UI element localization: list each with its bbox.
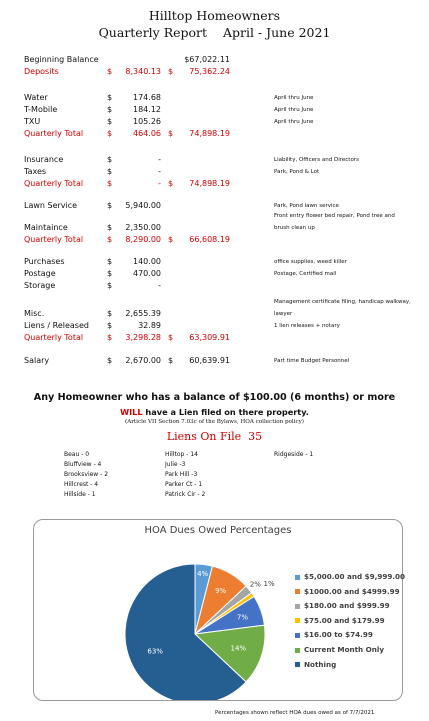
ledger-row [0, 222, 429, 234]
row-label: Postage [24, 269, 56, 278]
legend-label: $75.00 and $179.99 [304, 615, 385, 625]
legend-label: $5,000.00 and $9,999.00 [304, 572, 406, 581]
row-label: TXU [24, 117, 41, 126]
chart-title: HOA Dues Owed Percentages [144, 525, 292, 536]
legend-entry [295, 660, 336, 669]
ledger-row [0, 166, 429, 178]
dollar-sign: $ [107, 333, 113, 342]
liens-on-file-label: Liens On File [166, 430, 242, 443]
row-note: 1 lien releases + notary [274, 323, 340, 329]
lien-entry: Ridgeside - 1 [274, 451, 314, 458]
lien-entry: Hillcrest - 4 [64, 481, 99, 488]
lien-policy-headline: Any Homeowner who has a balance of $100.00 (6 months) or more [33, 392, 396, 403]
legend-entry [295, 630, 373, 639]
legend-label: Nothing [304, 659, 337, 669]
dollar-sign: $ [107, 321, 113, 330]
row-note: office supplies, weed killer [274, 259, 347, 265]
row-note: Part time Budget Personnel [274, 358, 350, 364]
amount: 140.00 [133, 257, 161, 266]
lien-entry: Julie -3 [165, 461, 186, 468]
legend-entry [295, 645, 384, 654]
legend-swatch [295, 589, 300, 594]
row-label: Insurance [24, 155, 64, 164]
dollar-sign: $ [107, 129, 113, 138]
dollar-sign: $ [107, 93, 113, 102]
row-label: Storage [24, 281, 56, 290]
dollar-sign: $ [107, 281, 113, 290]
amount: 5,940.00 [125, 201, 161, 210]
dollar-sign: $ [107, 309, 113, 318]
ledger-row [0, 296, 429, 308]
row-note: Liability, Officers and Directors [274, 157, 359, 163]
legend-label: $180.00 and $999.99 [304, 601, 390, 611]
ledger-row [0, 116, 429, 128]
dollar-sign: $ [107, 257, 113, 266]
amount: - [158, 167, 161, 176]
row-label: Purchases [24, 257, 65, 266]
lien-entry: Bluffview - 4 [64, 461, 102, 468]
row-label: Quarterly Total [24, 129, 84, 138]
dollar-sign: $ [107, 179, 113, 188]
dollar-sign: $ [107, 105, 113, 114]
lien-entry: Park Hill -3 [165, 471, 198, 478]
ledger-row [0, 92, 429, 104]
amount: 105.26 [133, 117, 161, 126]
amount: 32.89 [138, 321, 161, 330]
report-title: Hilltop Homeowners [148, 8, 281, 23]
running-balance: 66,608.19 [189, 235, 230, 244]
dollar-sign: $ [168, 356, 174, 365]
pie-data-label: 1% [263, 580, 275, 589]
amount: 8,290.00 [125, 235, 161, 244]
ledger-row [0, 154, 429, 166]
legend-label: $16.00 to $74.99 [304, 630, 373, 640]
ledger-row [0, 128, 429, 140]
liens-column-2 [165, 450, 205, 500]
lien-entry: Hillside - 1 [64, 491, 96, 498]
legend-swatch [295, 618, 300, 623]
row-note: April thru June [274, 119, 314, 125]
running-balance: 60,639.91 [189, 356, 230, 365]
dollar-sign: $ [168, 67, 174, 76]
ledger-row [0, 54, 429, 66]
amount: 2,655.39 [125, 309, 161, 318]
pie-data-label: 7% [236, 613, 248, 622]
amount: - [158, 155, 161, 164]
running-balance: 74,898.19 [189, 129, 230, 138]
legend-entry [295, 572, 405, 581]
dollar-sign: $ [107, 235, 113, 244]
row-note: Front entry flower bed repair, Pond tree and [274, 213, 395, 219]
footer-note: Percentages shown reflect HOA dues owed as of 7/7/2021 [215, 710, 375, 716]
ledger-row [0, 268, 429, 280]
report-subtitle: Quarterly Report April - June 2021 [98, 25, 331, 40]
will-emphasis: WILL [120, 407, 143, 417]
ledger-row [0, 104, 429, 116]
dues-chart [33, 519, 406, 701]
amount: - [158, 179, 161, 188]
amount: - [158, 281, 161, 290]
lien-entry: Parker Ct - 1 [165, 481, 203, 488]
liens-column-1 [64, 450, 108, 500]
pie-data-label: 2% [249, 580, 261, 589]
running-balance: 74,898.19 [189, 179, 230, 188]
lien-entry: Patrick Cir - 2 [165, 491, 206, 498]
running-balance: 63,309.91 [189, 333, 230, 342]
dollar-sign: $ [107, 167, 113, 176]
liens-on-file [0, 430, 429, 443]
pie-data-label: 4% [197, 570, 209, 579]
row-label: Beginning Balance [24, 55, 99, 64]
amount: 2,350.00 [125, 223, 161, 232]
row-note: April thru June [274, 107, 314, 113]
pie-data-label: 9% [215, 587, 227, 596]
ledger-row [0, 308, 429, 320]
row-label: T-Mobile [24, 105, 58, 114]
row-label: Quarterly Total [24, 333, 84, 342]
ledger-row [0, 210, 429, 222]
liens-count: 35 [248, 430, 263, 443]
row-label: Lawn Service [24, 201, 78, 210]
ledger-row [0, 256, 429, 268]
amount: 464.06 [133, 129, 161, 138]
liens-column-3 [274, 450, 313, 460]
pie-data-label: 63% [147, 647, 163, 656]
lien-policy-line [0, 407, 429, 417]
amount: 3,298.28 [125, 333, 161, 342]
legend-entry [295, 616, 385, 625]
row-label: Liens / Released [24, 321, 89, 330]
row-note: April thru June [274, 95, 314, 101]
running-balance: 75,362.24 [189, 67, 230, 76]
row-label: Quarterly Total [24, 179, 84, 188]
dollar-sign: $ [168, 129, 174, 138]
legend-entry [295, 587, 400, 596]
dollar-sign: $ [107, 67, 113, 76]
dollar-sign: $ [107, 155, 113, 164]
dollar-sign: $ [107, 117, 113, 126]
row-note: lawyer [274, 311, 293, 317]
row-note: Park, Pond lawn service [274, 203, 339, 209]
amount: 174.68 [133, 93, 161, 102]
dollar-sign: $ [107, 201, 113, 210]
ledger-row [0, 234, 429, 246]
dollar-sign: $ [107, 269, 113, 278]
amount: 8,340.13 [125, 67, 161, 76]
dollar-sign: $ [107, 356, 113, 365]
row-label: Taxes [24, 167, 47, 176]
ledger-row [0, 280, 429, 292]
legend-label: $1000.00 and $4999.99 [304, 586, 400, 596]
ledger-row [0, 66, 429, 78]
ledger-row [0, 178, 429, 190]
row-label: Salary [24, 356, 50, 365]
row-label: Deposits [24, 67, 59, 76]
ledger-row [0, 332, 429, 344]
bylaws-reference: (Article VII Section 7.03c of the Bylaws, HOA collection policy) [125, 419, 304, 425]
lien-entry: Beau - 0 [64, 451, 90, 458]
row-note: Park, Pond & Lot [274, 169, 320, 175]
dollar-sign: $ [107, 223, 113, 232]
legend-label: Current Month Only [304, 645, 385, 654]
amount: 2,670.00 [125, 356, 161, 365]
dollar-sign: $ [168, 235, 174, 244]
ledger-row [0, 355, 429, 367]
pie-data-label: 14% [230, 644, 247, 653]
amount: 184.12 [133, 105, 161, 114]
ledger-row [0, 320, 429, 332]
legend-swatch [295, 575, 300, 580]
row-label: Maintaince [24, 223, 68, 232]
lien-entry: Hilltop - 14 [165, 451, 198, 458]
dollar-sign: $ [168, 333, 174, 342]
legend-swatch [295, 662, 300, 667]
legend-swatch [295, 633, 300, 638]
row-note: Management certificate filing, handicap walkway, [274, 299, 411, 305]
legend-entry [295, 601, 390, 610]
running-balance: $67,022.11 [184, 55, 230, 64]
lien-policy-text: have a Lien filed on there property. [142, 407, 309, 417]
dollar-sign: $ [168, 179, 174, 188]
row-label: Water [24, 93, 48, 102]
legend-swatch [295, 604, 300, 609]
row-label: Misc. [24, 309, 45, 318]
row-note: brush clean up [274, 225, 315, 231]
legend-swatch [295, 648, 300, 653]
lien-entry: Brooksview - 2 [64, 471, 109, 478]
row-note: Postage, Certified mail [274, 271, 337, 277]
row-label: Quarterly Total [24, 235, 84, 244]
amount: 470.00 [133, 269, 161, 278]
